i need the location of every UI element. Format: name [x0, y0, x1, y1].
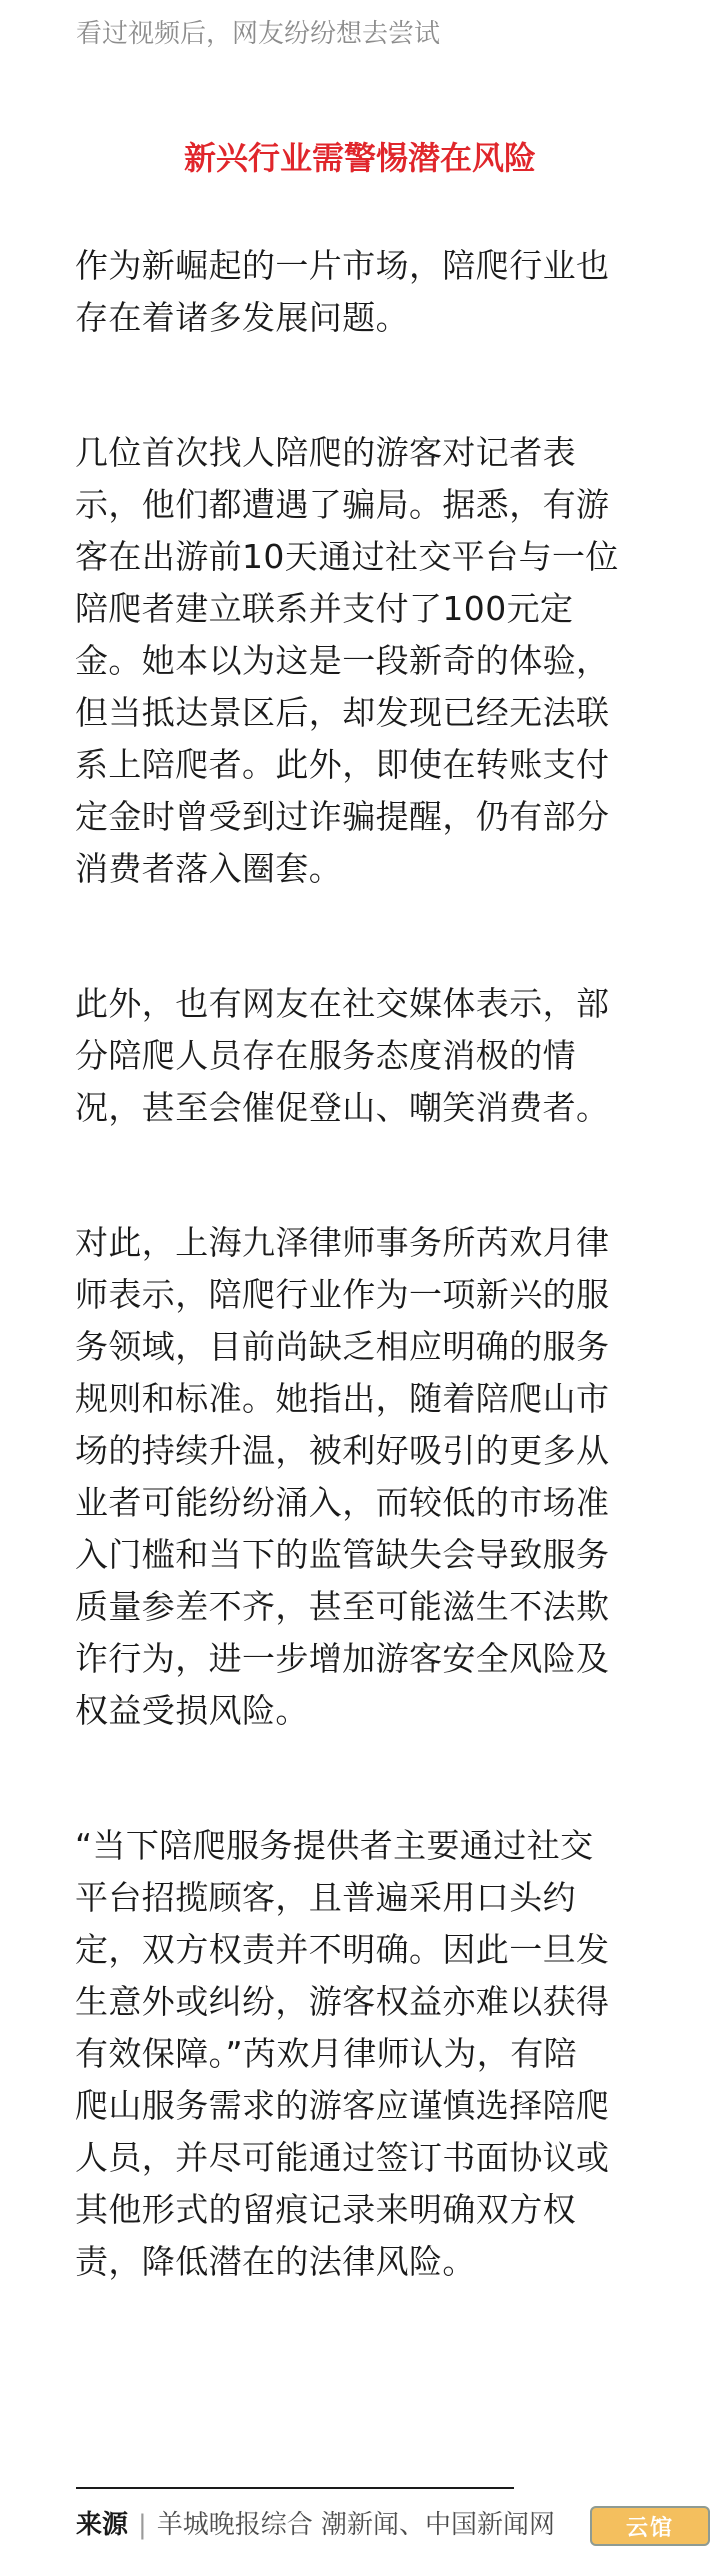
source-line [76, 2506, 555, 2544]
text-line: 此外，也有网友在社交媒体表示，部 [75, 984, 610, 1023]
text-line: 规则和标准。她指出，随着陪爬山市 [75, 1379, 610, 1418]
text-line: 权益受损风险。 [75, 1691, 309, 1730]
text-line: 几位首次找人陪爬的游客对记者表 [75, 433, 576, 472]
text-line: 有效保障。”芮欢月律师认为，有陪 [75, 2034, 577, 2073]
source-label: 来源 [76, 2510, 129, 2540]
paragraph [75, 1820, 653, 2288]
source-text: 羊城晚报综合 潮新闻、中国新闻网 [156, 2510, 556, 2540]
watermark-logo: 云馆 [590, 2506, 710, 2546]
source-separator: | [138, 2510, 147, 2540]
text-line: 对此，上海九泽律师事务所芮欢月律 [75, 1223, 610, 1262]
text-line: 示，他们都遭遇了骗局。据悉，有游 [75, 485, 610, 524]
text-line: 业者可能纷纷涌入，而较低的市场准 [75, 1483, 610, 1522]
text-line: 人员，并尽可能通过签订书面协议或 [75, 2138, 610, 2177]
text-line: 诈行为，进一步增加游客安全风险及 [75, 1639, 610, 1678]
text-line: 消费者落入圈套。 [75, 849, 343, 888]
text-line: 务领域，目前尚缺乏相应明确的服务 [75, 1327, 610, 1366]
text-line: 金。她本以为这是一段新奇的体验， [75, 641, 610, 680]
paragraph [75, 240, 653, 344]
text-line: 平台招揽顾客，且普遍采用口头约 [75, 1878, 576, 1917]
text-line: 其他形式的留痕记录来明确双方权 [75, 2190, 576, 2229]
text-line: 定金时曾受到过诈骗提醒，仍有部分 [75, 797, 610, 836]
text-line: 质量参差不齐，甚至可能滋生不法欺 [75, 1587, 610, 1626]
text-line: “当下陪爬服务提供者主要通过社交 [75, 1826, 594, 1865]
text-line: 分陪爬人员存在服务态度消极的情 [75, 1036, 576, 1075]
text-line: 师表示，陪爬行业作为一项新兴的服 [75, 1275, 610, 1314]
text-line: 陪爬者建立联系并支付了100元定 [75, 589, 574, 628]
paragraph [75, 1217, 653, 1737]
section-heading: 新兴行业需警惕潜在风险 [183, 139, 536, 177]
text-line: 存在着诸多发展问题。 [75, 298, 409, 337]
text-line: 入门槛和当下的监管缺失会导致服务 [75, 1535, 610, 1574]
text-line: 爬山服务需求的游客应谨慎选择陪爬 [75, 2086, 610, 2125]
text-line: 责，降低潜在的法律风险。 [75, 2242, 476, 2281]
text-line: 作为新崛起的一片市场，陪爬行业也 [75, 246, 610, 285]
text-line: 系上陪爬者。此外，即使在转账支付 [75, 745, 610, 784]
divider [76, 2487, 514, 2489]
text-line: 况，甚至会催促登山、嘲笑消费者。 [75, 1088, 610, 1127]
paragraph [75, 427, 653, 895]
text-line: 但当抵达景区后，却发现已经无法联 [75, 693, 610, 732]
text-line: 客在出游前10天通过社交平台与一位 [75, 537, 619, 576]
article-body [75, 240, 653, 2371]
text-line: 定，双方权责并不明确。因此一旦发 [75, 1930, 610, 1969]
text-line: 场的持续升温，被利好吸引的更多从 [75, 1431, 610, 1470]
paragraph [75, 978, 653, 1134]
text-line: 生意外或纠纷，游客权益亦难以获得 [75, 1982, 610, 2021]
image-caption: 看过视频后，网友纷纷想去尝试 [76, 19, 441, 49]
